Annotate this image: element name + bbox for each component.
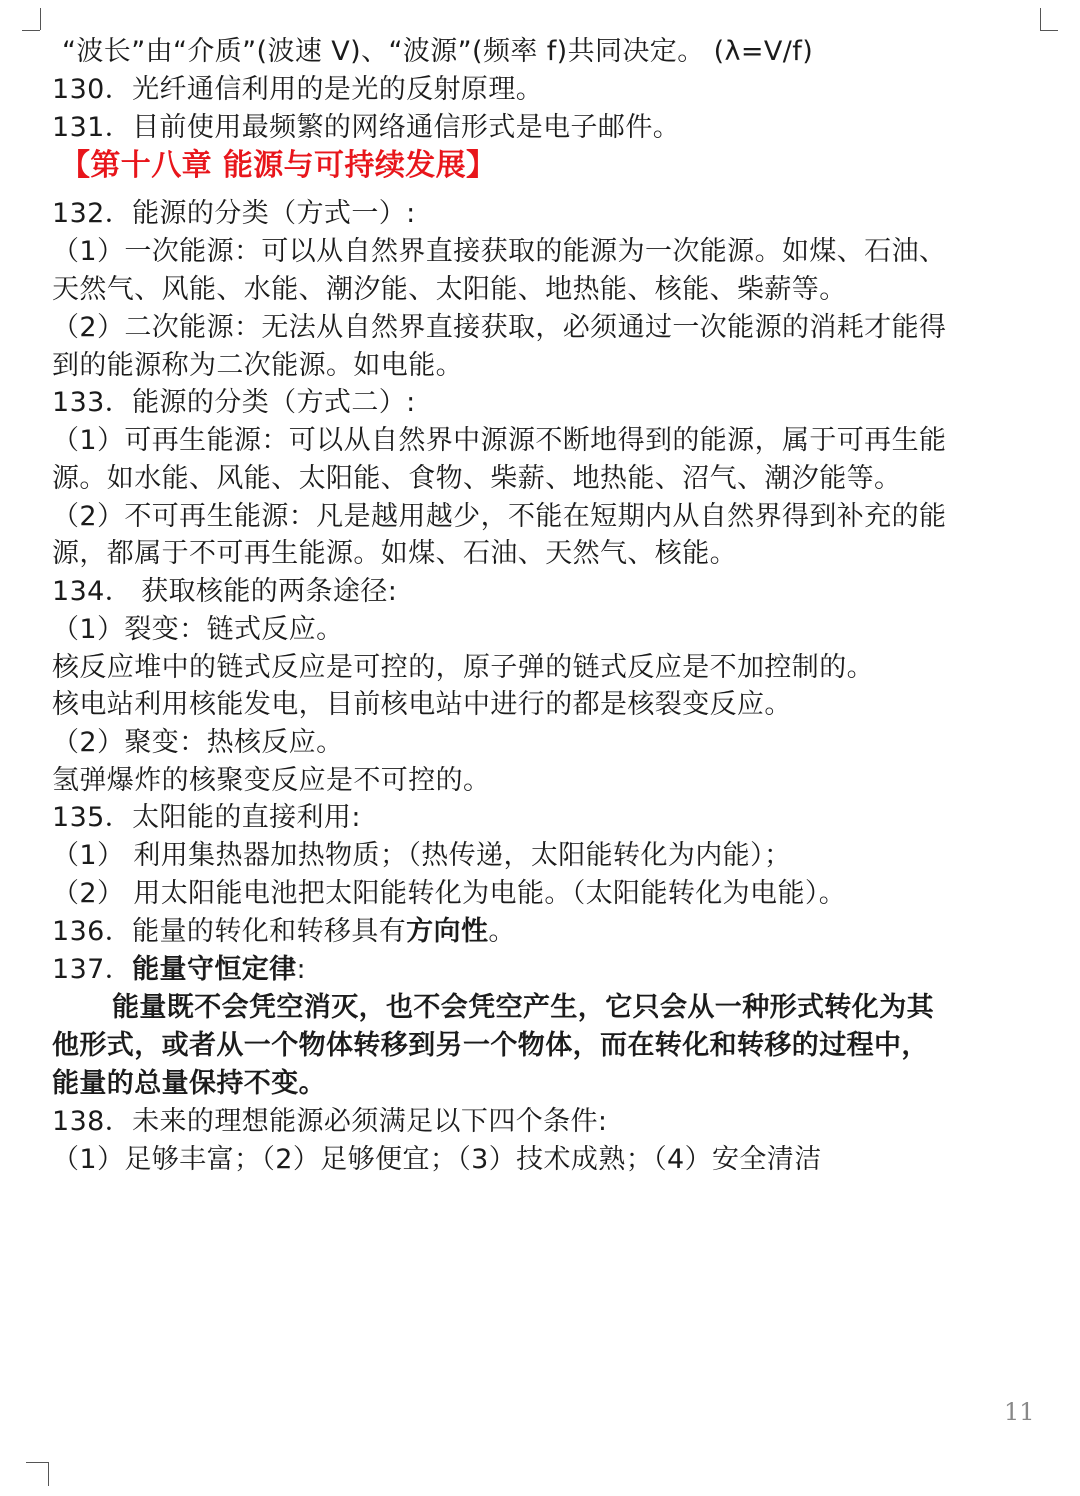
text-line: 核电站利用核能发电，目前核电站中进行的都是核裂变反应。 xyxy=(52,689,792,720)
text-line: 天然气、风能、水能、潮汐能、太阳能、地热能、核能、柴薪等。 xyxy=(52,274,847,305)
text-line: 130．光纤通信利用的是光的反射原理。 xyxy=(52,74,544,105)
text-line: （2） 用太阳能电池把太阳能转化为电能。（太阳能转化为电能）。 xyxy=(52,878,847,909)
item-137 xyxy=(52,952,306,988)
text-line: （1） 利用集热器加热物质；（热传递，太阳能转化为内能）； xyxy=(52,840,792,871)
text-line: 氢弹爆炸的核聚变反应是不可控的。 xyxy=(52,765,491,796)
text-line: （1）裂变：链式反应。 xyxy=(52,614,344,645)
text-line: （1）一次能源：可以从自然界直接获取的能源为一次能源。如煤、石油、 xyxy=(52,236,947,267)
item-136 xyxy=(52,914,516,950)
text-line: （1）可再生能源：可以从自然界中源源不断地得到的能源，属于可再生能 xyxy=(52,425,947,456)
text-line: （1）足够丰富；（2）足够便宜；（3）技术成熟；（4）安全清洁 xyxy=(52,1144,822,1175)
crop-mark-top-right-h xyxy=(1040,30,1058,31)
chapter-heading: 【第十八章 能源与可持续发展】 xyxy=(60,148,497,183)
crop-mark-bottom-left xyxy=(48,1462,49,1486)
page-number: 11 xyxy=(1004,1398,1035,1426)
item-136-end: 。 xyxy=(488,916,516,947)
text-line: 134． 获取核能的两条途径: xyxy=(52,576,398,607)
text-line: 核反应堆中的链式反应是可控的，原子弹的链式反应是不加控制的。 xyxy=(52,652,874,683)
item-136-emphasis: 方向性 xyxy=(406,916,489,947)
crop-mark-top-right xyxy=(1040,8,1041,30)
law-text-line: 能量的总量保持不变。 xyxy=(52,1068,326,1099)
text-line: （2）二次能源：无法从自然界直接获取，必须通过一次能源的消耗才能得 xyxy=(52,312,947,343)
text-line: 132．能源的分类（方式一）: xyxy=(52,198,416,229)
law-text-line: 他形式，或者从一个物体转移到另一个物体，而在转化和转移的过程中， xyxy=(52,1030,929,1061)
text-line: “波长”由“介质”(波速 V)、“波源”(频率 f)共同决定。 (λ=V/f) xyxy=(62,36,814,67)
text-line: 到的能源称为二次能源。如电能。 xyxy=(52,350,463,381)
item-136-text: 136．能量的转化和转移具有 xyxy=(52,916,407,947)
text-line: 133．能源的分类（方式二）: xyxy=(52,387,416,418)
text-line: 源。如水能、风能、太阳能、食物、柴薪、地热能、沼气、潮汐能等。 xyxy=(52,463,902,494)
crop-mark-top-left xyxy=(40,8,41,30)
text-line: （2）聚变：热核反应。 xyxy=(52,727,344,758)
law-text-line: 能量既不会凭空消灭，也不会凭空产生，它只会从一种形式转化为其 xyxy=(112,992,934,1023)
item-137-colon: : xyxy=(296,954,307,985)
text-line: 135．太阳能的直接利用: xyxy=(52,802,361,833)
item-137-title: 能量守恒定律 xyxy=(132,954,297,985)
text-line: 源，都属于不可再生能源。如煤、石油、天然气、核能。 xyxy=(52,538,737,569)
crop-mark-top-left-h xyxy=(22,30,40,31)
text-line: （2）不可再生能源：凡是越用越少，不能在短期内从自然界得到补充的能 xyxy=(52,501,947,532)
text-line: 138．未来的理想能源必须满足以下四个条件: xyxy=(52,1106,608,1137)
crop-mark-bottom-left-h xyxy=(26,1462,48,1463)
text-line: 131．目前使用最频繁的网络通信形式是电子邮件。 xyxy=(52,112,681,143)
item-137-number: 137． xyxy=(52,954,133,985)
